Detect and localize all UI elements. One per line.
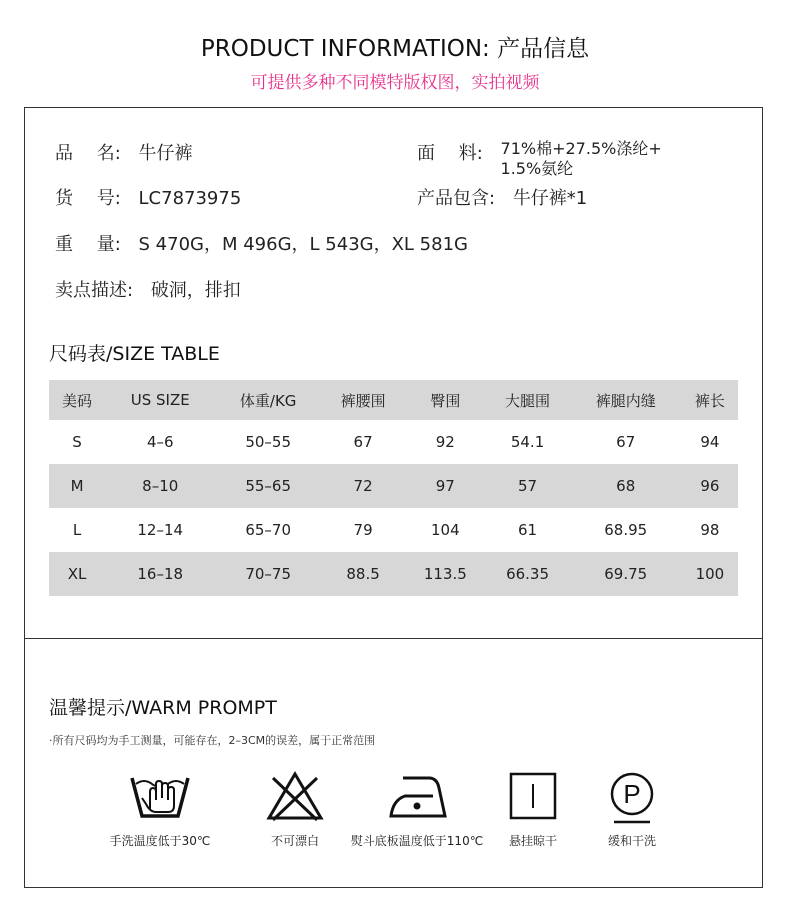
table-cell: 68.95	[604, 521, 648, 539]
table-cell: 57	[485, 464, 569, 508]
column-header: 美码	[49, 380, 105, 420]
table-cell: 94	[700, 433, 720, 451]
table-cell: 96	[682, 464, 738, 508]
table-cell: 92	[435, 433, 455, 451]
table-cell: 104	[431, 521, 460, 539]
fabric-value-line-2: 1.5%氨纶	[500, 159, 574, 178]
table-cell: 4–6	[146, 433, 174, 451]
table-cell: 61	[518, 521, 538, 539]
table-cell: S	[72, 433, 82, 451]
table-cell: 50–55	[245, 433, 292, 451]
selling-row	[55, 276, 241, 302]
column-header: 裤长	[682, 380, 738, 420]
table-cell: XL	[49, 552, 105, 596]
table-cell: 98	[700, 521, 720, 539]
includes-label: 产品包含:	[417, 188, 496, 209]
hand-wash-icon	[128, 770, 192, 822]
care-label: 手洗温度低于30℃	[109, 834, 211, 848]
hang-dry-icon	[501, 770, 565, 822]
column-header: 裤腰围	[321, 380, 405, 420]
includes-row	[417, 184, 587, 210]
page-title: PRODUCT INFORMATION: 产品信息	[200, 36, 590, 62]
weight-row	[55, 230, 468, 256]
iron-icon	[385, 770, 449, 822]
column-header: 裤腿内缝	[570, 380, 682, 420]
table-row	[49, 552, 738, 596]
measurement-note: ·所有尺码均为手工测量，可能存在，2–3CM的误差，属于正常范围	[49, 734, 376, 747]
size-table-title: 尺码表/SIZE TABLE	[49, 343, 220, 365]
table-row	[49, 508, 738, 552]
table-cell: 66.35	[485, 552, 569, 596]
table-cell: 79	[353, 521, 373, 539]
item-row	[55, 184, 241, 210]
care-item-hand-wash	[85, 770, 235, 849]
column-header: 体重/KG	[215, 380, 321, 420]
table-cell: 88.5	[321, 552, 405, 596]
column-header: US SIZE	[105, 380, 215, 420]
no-bleach-icon	[263, 770, 327, 822]
fabric-value	[501, 139, 662, 179]
table-cell: M	[49, 464, 105, 508]
item-label: 货 号:	[55, 188, 121, 209]
size-table	[49, 380, 738, 596]
section-divider	[24, 638, 763, 639]
table-cell: 72	[321, 464, 405, 508]
name-value: 牛仔裤	[138, 143, 193, 164]
weight-value: S 470G，M 496G，L 543G，XL 581G	[138, 234, 468, 255]
fabric-value-line-1: 71%棉+27.5%涤纶+	[500, 139, 662, 158]
care-label: 缓和干洗	[607, 834, 656, 848]
table-cell: L	[72, 521, 82, 539]
table-cell: 113.5	[405, 552, 485, 596]
gentle-dry-clean-icon	[600, 770, 664, 826]
table-cell: 70–75	[215, 552, 321, 596]
table-cell: 55–65	[215, 464, 321, 508]
table-cell: 8–10	[105, 464, 215, 508]
care-item-gentle-dry-clean	[557, 770, 707, 849]
table-row	[49, 420, 738, 464]
table-cell: 54.1	[510, 433, 545, 451]
table-cell: 12–14	[137, 521, 184, 539]
page-subtitle: 可提供多种不同模特版权图，实拍视频	[250, 73, 540, 93]
name-row	[55, 139, 193, 165]
selling-label: 卖点描述:	[55, 280, 134, 301]
item-value: LC7873975	[138, 188, 242, 209]
fabric-label: 面 料:	[417, 143, 483, 164]
table-cell: 69.75	[570, 552, 682, 596]
table-cell: 100	[682, 552, 738, 596]
includes-value: 牛仔裤*1	[512, 188, 588, 209]
table-cell: 67	[616, 433, 636, 451]
selling-value: 破洞，排扣	[150, 280, 241, 301]
table-header-row	[49, 380, 738, 420]
table-cell: 97	[405, 464, 485, 508]
care-label: 悬挂晾干	[508, 834, 557, 848]
table-row	[49, 464, 738, 508]
svg-text:P: P	[623, 779, 641, 809]
fabric-row	[417, 139, 662, 179]
table-cell: 65–70	[245, 521, 292, 539]
table-cell: 67	[353, 433, 373, 451]
weight-label: 重 量:	[55, 234, 121, 255]
table-cell: 16–18	[105, 552, 215, 596]
table-cell: 68	[570, 464, 682, 508]
column-header: 大腿围	[485, 380, 569, 420]
warm-prompt-title: 温馨提示/WARM PROMPT	[49, 697, 277, 719]
name-label: 品 名:	[55, 143, 121, 164]
care-label: 不可漂白	[270, 834, 319, 848]
care-label: 熨斗底板温度低于110℃	[350, 834, 484, 848]
column-header: 臀围	[405, 380, 485, 420]
